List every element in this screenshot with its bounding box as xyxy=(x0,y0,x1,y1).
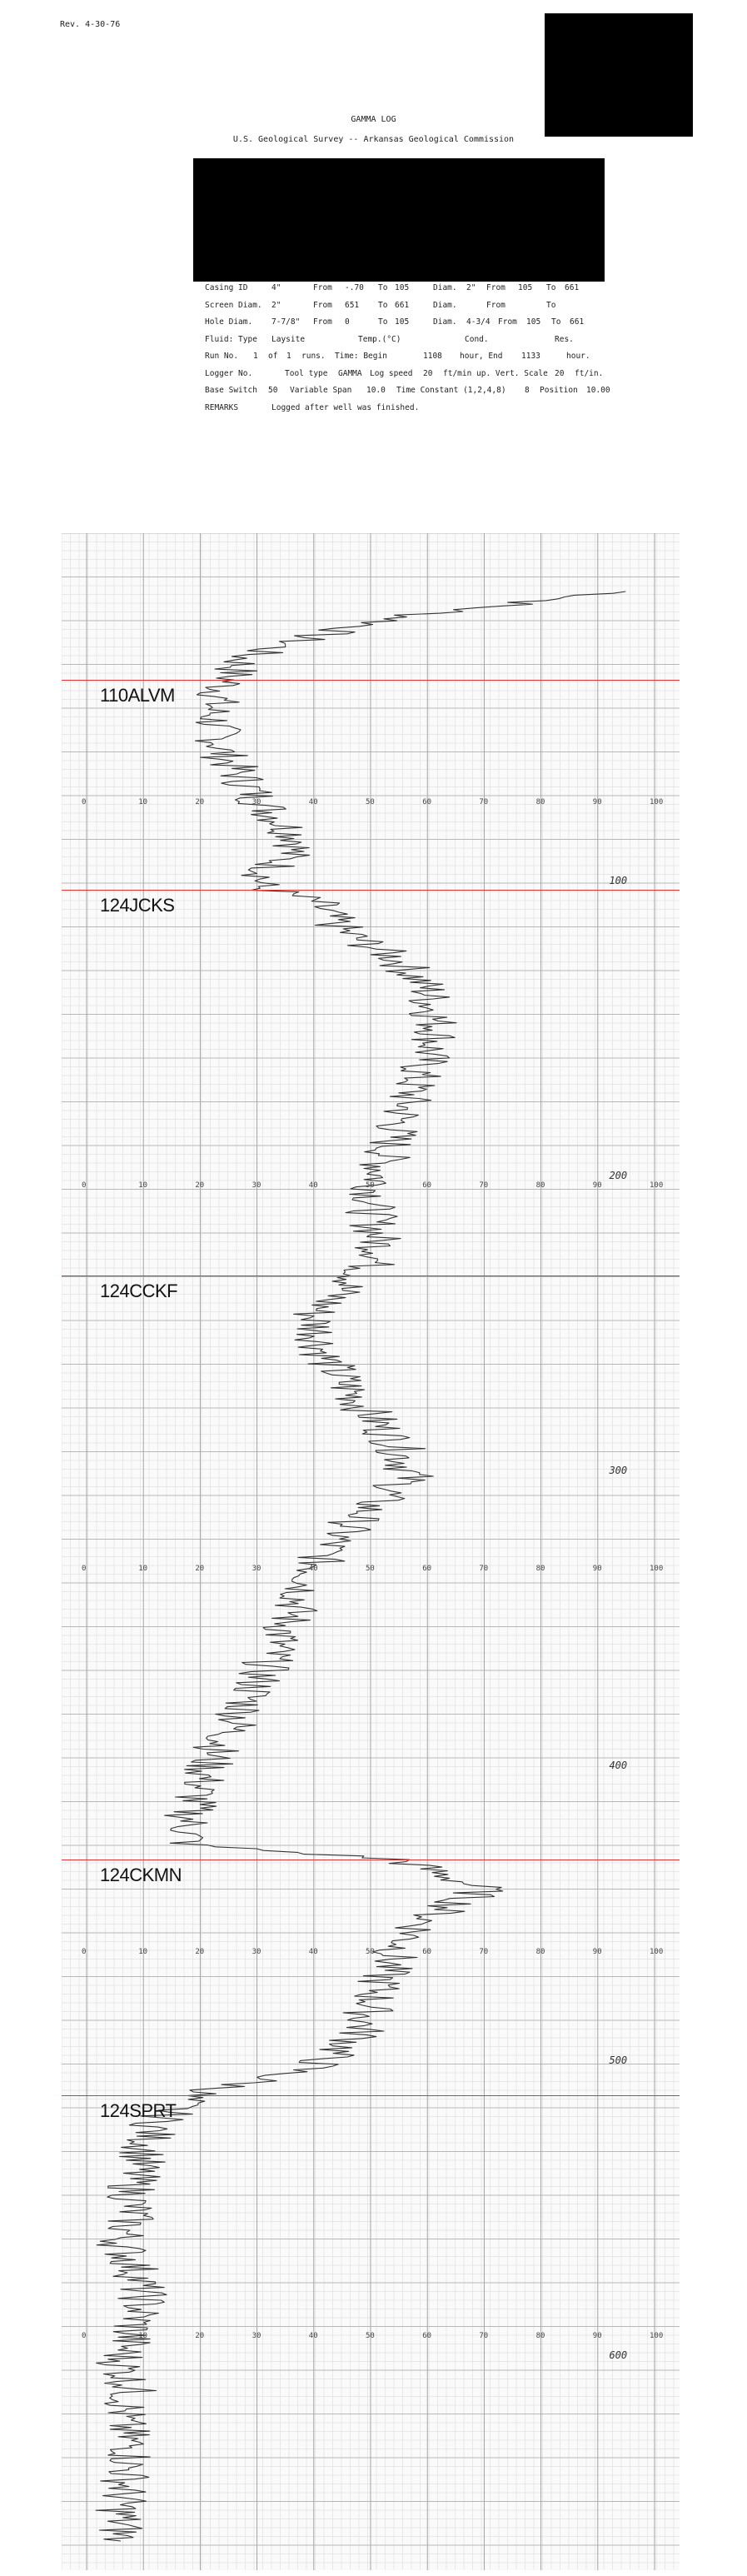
position-label: Position xyxy=(540,386,578,395)
tool-label: Tool type xyxy=(285,368,328,378)
x-tick-label: 90 xyxy=(592,1181,602,1191)
x-tick-label: 50 xyxy=(366,1948,375,1957)
formation-top-line xyxy=(62,2095,680,2096)
to-label: To xyxy=(378,317,388,327)
x-tick-label: 0 xyxy=(82,797,87,806)
screen-to: 661 xyxy=(395,300,410,310)
depth-tick-label: 400 xyxy=(609,1760,628,1772)
x-tick-label: 100 xyxy=(650,1948,664,1957)
formation-top-label: 124SPRT xyxy=(100,2100,177,2122)
cond-label: Cond. xyxy=(465,334,489,344)
formation-top-line xyxy=(62,680,680,681)
depth-tick-label: 100 xyxy=(609,875,628,886)
x-tick-label: 80 xyxy=(535,1181,545,1191)
hour-label: hour. xyxy=(566,352,590,361)
to2-label: To xyxy=(546,300,556,310)
span-label: Variable Span xyxy=(290,386,352,395)
x-tick-label: 60 xyxy=(422,2331,432,2340)
x-tick-label: 60 xyxy=(422,797,432,806)
of-label: of xyxy=(268,352,278,361)
x-tick-label: 70 xyxy=(479,797,489,806)
formation-top-line xyxy=(62,890,680,891)
speed-label: Log speed xyxy=(370,368,413,378)
x-tick-label: 50 xyxy=(366,2331,375,2340)
base-switch: 50 xyxy=(268,386,278,395)
from2-label: From xyxy=(486,300,505,310)
from2-label: From xyxy=(498,317,517,327)
chart-overlay xyxy=(62,533,680,2570)
x-tick-label: 10 xyxy=(138,2331,148,2340)
x-tick-label: 40 xyxy=(308,1948,318,1957)
vert-scale: 20 xyxy=(555,368,565,378)
x-tick-label: 0 xyxy=(82,1565,87,1574)
x-tick-label: 20 xyxy=(195,1181,205,1191)
casing-diam: 2" xyxy=(466,283,476,292)
x-tick-label: 100 xyxy=(650,1565,664,1574)
hole-label: Hole Diam. xyxy=(205,317,253,327)
x-tick-label: 100 xyxy=(650,1181,664,1191)
x-tick-label: 80 xyxy=(535,1948,545,1957)
from2-label: From xyxy=(486,283,505,292)
x-tick-label: 20 xyxy=(195,797,205,806)
time-begin: 1108 xyxy=(423,352,442,361)
x-tick-label: 80 xyxy=(535,797,545,806)
screen-from: 651 xyxy=(345,300,360,310)
formation-top-label: 110ALVM xyxy=(100,685,175,706)
x-tick-label: 100 xyxy=(650,797,664,806)
scale-unit: ft/in. xyxy=(575,368,604,378)
x-tick-label: 40 xyxy=(308,2331,318,2340)
gamma-log-chart xyxy=(62,533,680,2570)
x-tick-label: 70 xyxy=(479,1181,489,1191)
hole-from: 0 xyxy=(345,317,350,327)
hole-from2: 105 xyxy=(526,317,541,327)
run-row xyxy=(205,348,596,366)
casing-label: Casing ID xyxy=(205,283,248,292)
x-tick-label: 50 xyxy=(366,797,375,806)
x-tick-label: 0 xyxy=(82,2331,87,2340)
base-row xyxy=(205,382,610,400)
x-tick-label: 50 xyxy=(366,1565,375,1574)
hour-end-label: hour, End xyxy=(460,352,503,361)
to-label: To xyxy=(378,300,388,310)
to-label: To xyxy=(378,283,388,292)
runs-label: runs. xyxy=(301,352,326,361)
document-subtitle: U.S. Geological Survey -- Arkansas Geological Commission xyxy=(232,135,515,144)
x-tick-label: 50 xyxy=(366,1181,375,1191)
x-tick-label: 80 xyxy=(535,2331,545,2340)
remarks-row xyxy=(205,400,596,417)
base-switch-label: Base Switch xyxy=(205,386,257,395)
x-tick-label: 0 xyxy=(82,1948,87,1957)
time-constant-label: Time Constant (1,2,4,8) xyxy=(396,386,506,395)
hole-diam: 7-7/8" xyxy=(271,317,301,327)
x-tick-label: 20 xyxy=(195,1948,205,1957)
casing-from: -.70 xyxy=(345,283,364,292)
time-constant: 8 xyxy=(525,386,530,395)
x-tick-label: 70 xyxy=(479,1948,489,1957)
to2-label: To xyxy=(546,283,556,292)
tool-type: GAMMA xyxy=(338,368,362,378)
hole-to: 105 xyxy=(395,317,410,327)
revision-date: Rev. 4-30-76 xyxy=(60,20,121,29)
hole-to2: 661 xyxy=(570,317,585,327)
x-tick-label: 30 xyxy=(251,1565,261,1574)
formation-top-label: 124JCKS xyxy=(100,894,175,916)
redacted-block-header xyxy=(193,158,605,282)
x-tick-label: 10 xyxy=(138,1948,148,1957)
x-tick-label: 90 xyxy=(592,1948,602,1957)
fluid-type: Laysite xyxy=(271,334,306,344)
x-tick-label: 30 xyxy=(251,797,261,806)
temp-label: Temp.(°C) xyxy=(358,334,401,344)
logger-label: Logger No. xyxy=(205,368,253,378)
variable-span: 10.0 xyxy=(366,386,386,395)
position: 10.00 xyxy=(586,386,610,395)
x-tick-label: 60 xyxy=(422,1565,432,1574)
diam-label: Diam. xyxy=(433,300,457,310)
to2-label: To xyxy=(551,317,561,327)
run-of: 1 xyxy=(286,352,291,361)
fluid-label: Fluid: Type xyxy=(205,334,257,344)
res-label: Res. xyxy=(555,334,574,344)
from-label: From xyxy=(313,300,332,310)
run-label: Run No. xyxy=(205,352,239,361)
casing-id: 4" xyxy=(271,283,281,292)
x-tick-label: 30 xyxy=(251,1948,261,1957)
x-tick-label: 100 xyxy=(650,2331,664,2340)
from-label: From xyxy=(313,283,332,292)
casing-to: 105 xyxy=(395,283,410,292)
hole-row xyxy=(205,314,596,332)
x-tick-label: 0 xyxy=(82,1181,87,1191)
screen-label: Screen Diam. xyxy=(205,300,262,310)
x-tick-label: 30 xyxy=(251,2331,261,2340)
depth-tick-label: 300 xyxy=(609,1465,628,1477)
x-tick-label: 70 xyxy=(479,2331,489,2340)
screen-row xyxy=(205,297,596,315)
x-tick-label: 90 xyxy=(592,2331,602,2340)
time-end: 1133 xyxy=(521,352,540,361)
screen-diam: 2" xyxy=(271,300,281,310)
depth-tick-label: 200 xyxy=(609,1170,628,1182)
casing-row xyxy=(205,280,596,297)
logger-row xyxy=(205,366,604,383)
x-tick-label: 20 xyxy=(195,1565,205,1574)
remarks-label: REMARKS xyxy=(205,402,239,412)
x-tick-label: 80 xyxy=(535,1565,545,1574)
x-tick-label: 70 xyxy=(479,1565,489,1574)
speed-unit: ft/min up. Vert. Scale xyxy=(443,368,548,378)
x-tick-label: 60 xyxy=(422,1948,432,1957)
run-no: 1 xyxy=(253,352,258,361)
hole-diam2: 4-3/4 xyxy=(466,317,491,327)
x-tick-label: 40 xyxy=(308,797,318,806)
fluid-row xyxy=(205,332,596,349)
x-tick-label: 40 xyxy=(308,1565,318,1574)
x-tick-label: 10 xyxy=(138,1565,148,1574)
depth-tick-label: 600 xyxy=(609,2349,628,2362)
log-speed: 20 xyxy=(423,368,433,378)
depth-tick-label: 500 xyxy=(609,2054,628,2067)
formation-top-label: 124CKMN xyxy=(100,1865,182,1886)
remarks-text: Logged after well was finished. xyxy=(271,402,420,412)
x-tick-label: 30 xyxy=(251,1181,261,1191)
from-label: From xyxy=(313,317,332,327)
x-tick-label: 90 xyxy=(592,797,602,806)
casing-from2: 105 xyxy=(518,283,533,292)
formation-top-label: 124CCKF xyxy=(100,1281,178,1302)
x-tick-label: 10 xyxy=(138,1181,148,1191)
casing-to2: 661 xyxy=(565,283,580,292)
time-label: Time: Begin xyxy=(335,352,387,361)
x-tick-label: 40 xyxy=(308,1181,318,1191)
x-tick-label: 90 xyxy=(592,1565,602,1574)
x-tick-label: 20 xyxy=(195,2331,205,2340)
diam-label: Diam. xyxy=(433,283,457,292)
diam-label: Diam. xyxy=(433,317,457,327)
document-title: GAMMA LOG xyxy=(351,115,396,124)
x-tick-label: 60 xyxy=(422,1181,432,1191)
log-parameters-form xyxy=(205,280,610,417)
x-tick-label: 10 xyxy=(138,797,148,806)
